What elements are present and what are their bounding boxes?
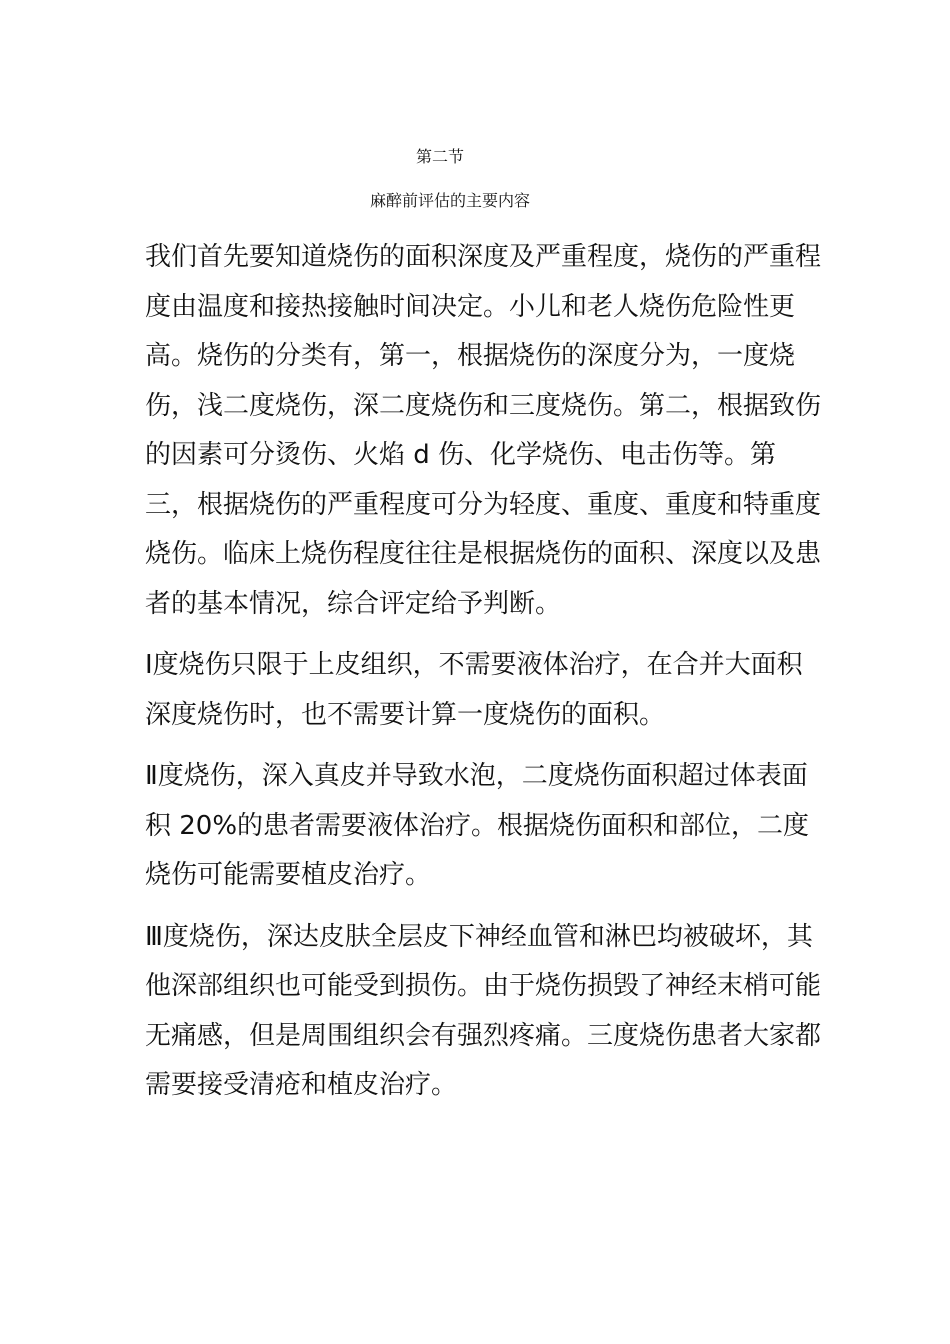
- document-body: [145, 233, 827, 1123]
- paragraph-second-degree: Ⅱ度烧伤，深入真皮并导致水泡，二度烧伤面积超过体表面积 20%的患者需要液体治疗。根据烧伤面积和部位，二度烧伤可能需要植皮治疗。: [145, 761, 810, 890]
- paragraph-first-degree: Ⅰ度烧伤只限于上皮组织，不需要液体治疗，在合并大面积深度烧伤时，也不需要计算一度烧伤的面积。: [145, 650, 803, 730]
- section-title: 麻醉前评估的主要内容: [369, 191, 530, 210]
- paragraph-third-degree: Ⅲ度烧伤，深达皮肤全层皮下神经血管和淋巴均被破坏，其他深部组织也可能受到损伤。由于烧伤损毁了神经末梢可能无痛感，但是周围组织会有强烈疼痛。三度烧伤患者大家都需要接受清疮和植皮治疗。: [145, 921, 822, 1100]
- paragraph-burn-overview: 我们首先要知道烧伤的面积深度及严重程度，烧伤的严重程度由温度和接热接触时间决定。小儿和老人烧伤危险性更高。烧伤的分类有，第一，根据烧伤的深度分为，一度烧伤，浅二度烧伤，深二度烧伤和三度烧伤。第二，根据致伤的因素可分烫伤、火焰 d 伤、化学烧伤、电击伤等。第三，根据烧伤的严重程度可分为轻度、重度、重度和特重度烧伤。临床上烧伤程度往往是根据烧伤的面积、深度以及患者的基本情况，综合评定给予判断。: [145, 242, 822, 619]
- section-label: 第二节: [415, 147, 464, 166]
